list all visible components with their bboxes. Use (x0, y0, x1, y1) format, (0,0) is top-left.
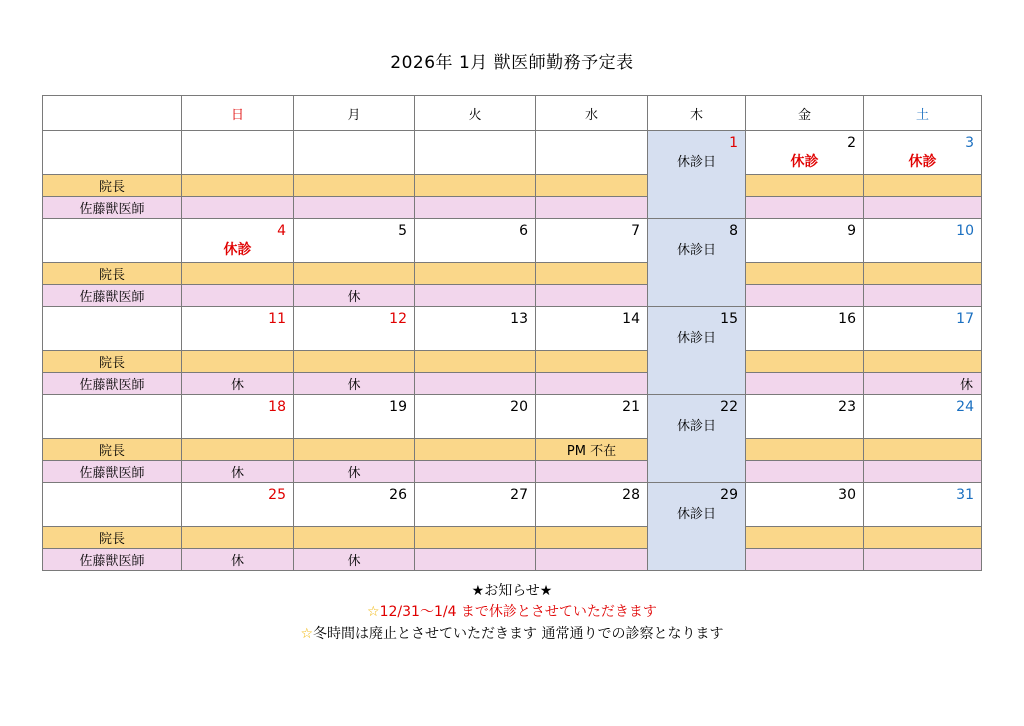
date-cell: 7 (536, 219, 648, 263)
notice-holiday (0, 601, 1024, 623)
closed-label: 休診 (790, 154, 819, 170)
date-cell: 31 (864, 483, 982, 527)
off-mark: 休 (864, 373, 982, 395)
director-label: 院長 (43, 263, 182, 285)
schedule-table (42, 95, 982, 571)
weekday-sun: 日 (182, 96, 294, 131)
week-3-date-row (43, 307, 982, 351)
corner-cell (43, 96, 182, 131)
off-mark: 休 (182, 549, 294, 571)
date-cell: 10 (864, 219, 982, 263)
date-cell: 18 (182, 395, 294, 439)
off-mark: 休 (294, 285, 415, 307)
date-number: 29 (720, 487, 738, 503)
date-cell: 30 (746, 483, 864, 527)
date-cell: 16 (746, 307, 864, 351)
week-1-director-row (43, 175, 982, 197)
vet-label: 佐藤獣医師 (43, 461, 182, 483)
notice-winter-hours (0, 623, 1024, 645)
closed-day-label: 休診日 (676, 331, 716, 346)
week-5-date-row (43, 483, 982, 527)
closed-day-label: 休診日 (676, 507, 716, 522)
date-cell: 2 休診 (746, 131, 864, 175)
weekday-fri: 金 (746, 96, 864, 131)
off-mark: 休 (294, 373, 415, 395)
thursday-closed-cell (648, 307, 746, 395)
notice-heading: ★お知らせ★ (471, 583, 553, 599)
vet-label: 佐藤獣医師 (43, 285, 182, 307)
date-cell: 6 (415, 219, 536, 263)
off-mark: 休 (294, 461, 415, 483)
star-icon: ☆ (300, 626, 314, 642)
director-label: 院長 (43, 175, 182, 197)
date-number: 22 (720, 399, 738, 415)
date-cell: 28 (536, 483, 648, 527)
week-5-director-row (43, 527, 982, 549)
closed-day-label: 休診日 (676, 419, 716, 434)
weekday-thu: 木 (648, 96, 746, 131)
date-cell: 21 (536, 395, 648, 439)
date-cell: 27 (415, 483, 536, 527)
week-1-date-row (43, 131, 982, 175)
date-cell (182, 131, 294, 175)
date-cell: 14 (536, 307, 648, 351)
week-4-director-row (43, 439, 982, 461)
date-cell (415, 131, 536, 175)
notice-holiday-text: 12/31～1/4 まで休診とさせていただきます (379, 604, 657, 620)
off-mark: 休 (182, 461, 294, 483)
vet-label: 佐藤獣医師 (43, 373, 182, 395)
director-label: 院長 (43, 351, 182, 373)
director-label: 院長 (43, 527, 182, 549)
pm-absent-mark: PM 不在 (536, 439, 648, 461)
weekday-header-row (43, 96, 982, 131)
date-number: 1 (729, 135, 738, 151)
week-4-date-row (43, 395, 982, 439)
vet-label: 佐藤獣医師 (43, 549, 182, 571)
date-cell: 3 休診 (864, 131, 982, 175)
date-number: 15 (720, 311, 738, 327)
closed-label: 休診 (908, 154, 937, 170)
thursday-closed-cell (648, 219, 746, 307)
week-5-vet-row (43, 549, 982, 571)
week-2-vet-row (43, 285, 982, 307)
date-cell: 20 (415, 395, 536, 439)
weekday-tue: 火 (415, 96, 536, 131)
date-cell: 23 (746, 395, 864, 439)
date-cell: 19 (294, 395, 415, 439)
page-title: 2026年 1月 獣医師勤務予定表 (390, 53, 634, 73)
star-icon: ☆ (367, 604, 380, 620)
weekday-sat: 土 (864, 96, 982, 131)
date-cell: 24 (864, 395, 982, 439)
date-cell: 13 (415, 307, 536, 351)
thursday-closed-cell (648, 483, 746, 571)
date-cell: 5 (294, 219, 415, 263)
date-cell: 26 (294, 483, 415, 527)
notice-winter-hours-text: 冬時間は廃止とさせていただきます 通常通りでの診察となります (313, 626, 724, 642)
date-cell: 12 (294, 307, 415, 351)
director-label: 院長 (43, 439, 182, 461)
weekday-mon: 月 (294, 96, 415, 131)
week-3-director-row (43, 351, 982, 373)
date-cell: 25 (182, 483, 294, 527)
off-mark: 休 (182, 373, 294, 395)
week-2-date-row (43, 219, 982, 263)
closed-label: 休診 (223, 242, 252, 258)
week-2-director-row (43, 263, 982, 285)
thursday-closed-cell (648, 395, 746, 483)
week-1-vet-row (43, 197, 982, 219)
date-cell: 17 (864, 307, 982, 351)
closed-day-label: 休診日 (676, 243, 716, 258)
closed-day-label: 休診日 (676, 155, 716, 170)
date-cell: 4 休診 (182, 219, 294, 263)
thursday-closed-cell (648, 131, 746, 219)
week-3-vet-row (43, 373, 982, 395)
weekday-wed: 水 (536, 96, 648, 131)
off-mark: 休 (294, 549, 415, 571)
date-cell: 11 (182, 307, 294, 351)
week-label-cell (43, 131, 182, 175)
date-cell (294, 131, 415, 175)
vet-label: 佐藤獣医師 (43, 197, 182, 219)
week-4-vet-row (43, 461, 982, 483)
date-cell: 9 (746, 219, 864, 263)
date-number: 8 (729, 223, 738, 239)
date-cell (536, 131, 648, 175)
